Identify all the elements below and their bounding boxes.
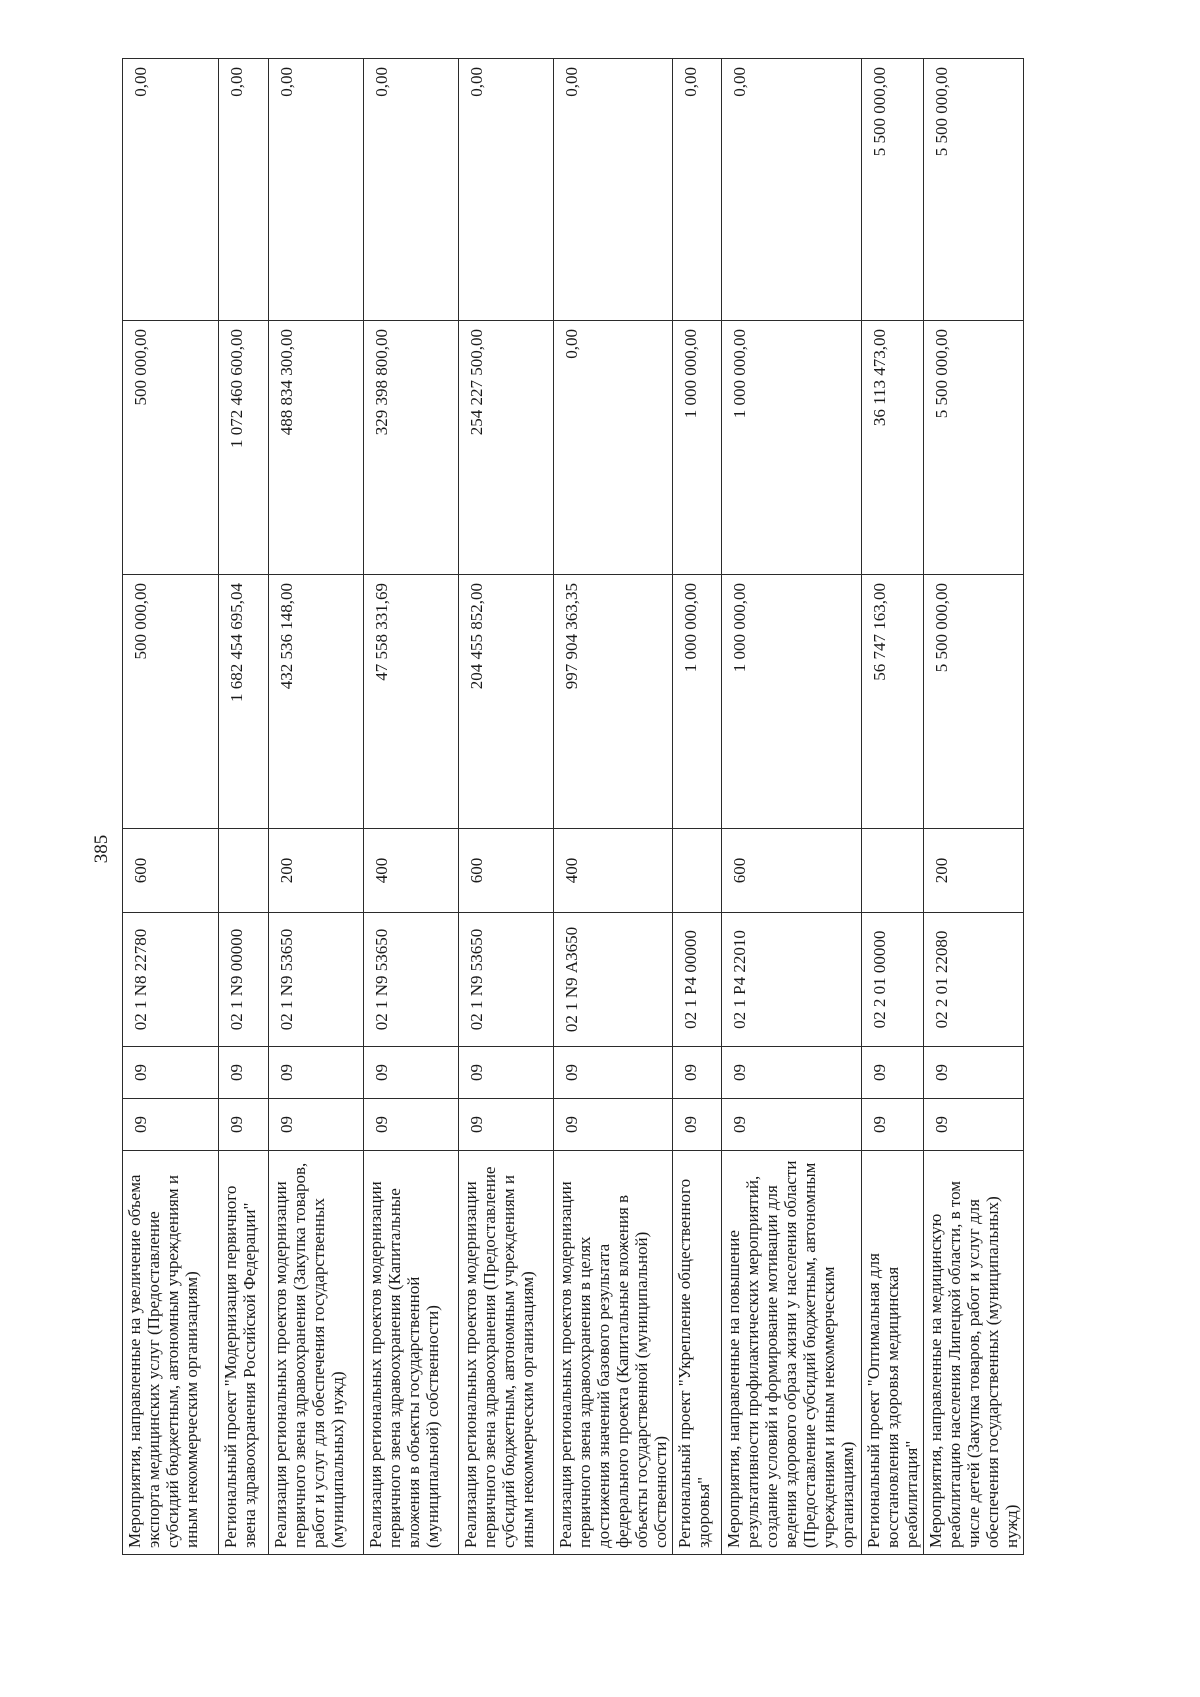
target-article-code: 02 1 P4 00000 (673, 913, 722, 1047)
amount-year-3: 0,00 (219, 59, 269, 321)
amount-year-3: 0,00 (269, 59, 364, 321)
amount-year-1: 432 536 148,00 (269, 575, 364, 829)
table-row (219, 59, 269, 1555)
amount-year-3: 0,00 (722, 59, 862, 321)
ministry-code: 09 (364, 1099, 459, 1151)
table-row (364, 59, 459, 1555)
table-body (123, 59, 1024, 1555)
table-row (459, 59, 554, 1555)
amount-year-2: 254 227 500,00 (459, 321, 554, 575)
amount-year-1: 1 000 000,00 (673, 575, 722, 829)
amount-year-1: 1 682 454 695,04 (219, 575, 269, 829)
expense-type-code: 200 (924, 829, 1024, 913)
target-article-code: 02 2 01 22080 (924, 913, 1024, 1047)
section-code: 09 (269, 1047, 364, 1099)
expense-type-code: 200 (269, 829, 364, 913)
amount-year-2: 1 000 000,00 (722, 321, 862, 575)
table-row (722, 59, 862, 1555)
amount-year-3: 0,00 (459, 59, 554, 321)
target-article-code: 02 1 N9 53650 (364, 913, 459, 1047)
row-description: Региональный проект "Оптимальная для восстановления здоровья медицинская реабилитация" (862, 1151, 924, 1555)
amount-year-1: 5 500 000,00 (924, 575, 1024, 829)
amount-year-2: 500 000,00 (123, 321, 219, 575)
table-row (554, 59, 673, 1555)
amount-year-3: 5 500 000,00 (862, 59, 924, 321)
table-row (269, 59, 364, 1555)
amount-year-2: 329 398 800,00 (364, 321, 459, 575)
page-number: 385 (91, 834, 112, 864)
budget-table-container (122, 59, 1021, 1555)
expense-type-code: 400 (364, 829, 459, 913)
expense-type-code: 400 (554, 829, 673, 913)
target-article-code: 02 1 N9 00000 (219, 913, 269, 1047)
target-article-code: 02 2 01 00000 (862, 913, 924, 1047)
row-description: Реализация региональных проектов модернизации первичного звена здравоохранения (Закупка товаров, работ и услуг для обеспечения государственных (муниципальных) нужд) (269, 1151, 364, 1555)
ministry-code: 09 (924, 1099, 1024, 1151)
table-row (862, 59, 924, 1555)
expense-type-code: 600 (123, 829, 219, 913)
expense-type-code: 600 (722, 829, 862, 913)
expense-type-code (219, 829, 269, 913)
target-article-code: 02 1 N8 22780 (123, 913, 219, 1047)
section-code: 09 (673, 1047, 722, 1099)
row-description: Мероприятия, направленные на увеличение объема экспорта медицинских услуг (Предоставление субсидий бюджетным, автономным учреждениям и иным некоммерческим организациям) (123, 1151, 219, 1555)
section-code: 09 (123, 1047, 219, 1099)
target-article-code: 02 1 P4 22010 (722, 913, 862, 1047)
ministry-code: 09 (269, 1099, 364, 1151)
table-row (924, 59, 1024, 1555)
ministry-code: 09 (722, 1099, 862, 1151)
ministry-code: 09 (554, 1099, 673, 1151)
amount-year-3: 0,00 (554, 59, 673, 321)
section-code: 09 (722, 1047, 862, 1099)
row-description: Региональный проект "Укрепление общественного здоровья" (673, 1151, 722, 1555)
section-code: 09 (554, 1047, 673, 1099)
target-article-code: 02 1 N9 А3650 (554, 913, 673, 1047)
section-code: 09 (924, 1047, 1024, 1099)
target-article-code: 02 1 N9 53650 (459, 913, 554, 1047)
target-article-code: 02 1 N9 53650 (269, 913, 364, 1047)
ministry-code: 09 (219, 1099, 269, 1151)
section-code: 09 (364, 1047, 459, 1099)
row-description: Реализация региональных проектов модернизации первичного звена здравоохранения в целях достижения значений базового результата федерального проекта (Капитальные вложения в объекты государственной (муниципальной) собственности) (554, 1151, 673, 1555)
expense-type-code (862, 829, 924, 913)
amount-year-2: 1 072 460 600,00 (219, 321, 269, 575)
amount-year-1: 997 904 363,35 (554, 575, 673, 829)
amount-year-1: 500 000,00 (123, 575, 219, 829)
amount-year-2: 488 834 300,00 (269, 321, 364, 575)
amount-year-3: 0,00 (673, 59, 722, 321)
amount-year-2: 0,00 (554, 321, 673, 575)
row-description: Мероприятия, направленные на повышение результативности профилактических мероприятий, создание условий и формирование мотивации для ведения здорового образа жизни у населения области (Предоставление субсидий бюджетным, автономным учреждениям и иным некоммерческим организациям) (722, 1151, 862, 1555)
ministry-code: 09 (862, 1099, 924, 1151)
amount-year-1: 56 747 163,00 (862, 575, 924, 829)
expense-type-code (673, 829, 722, 913)
section-code: 09 (862, 1047, 924, 1099)
row-description: Региональный проект "Модернизация первичного звена здравоохранения Российской Федерации" (219, 1151, 269, 1555)
amount-year-3: 5 500 000,00 (924, 59, 1024, 321)
row-description: Реализация региональных проектов модернизации первичного звена здравоохранения (Капитальные вложения в объекты государственной (муниципальной) собственности) (364, 1151, 459, 1555)
amount-year-1: 1 000 000,00 (722, 575, 862, 829)
ministry-code: 09 (673, 1099, 722, 1151)
amount-year-2: 1 000 000,00 (673, 321, 722, 575)
expense-type-code: 600 (459, 829, 554, 913)
ministry-code: 09 (459, 1099, 554, 1151)
amount-year-2: 36 113 473,00 (862, 321, 924, 575)
amount-year-1: 204 455 852,00 (459, 575, 554, 829)
budget-table (122, 58, 1024, 1555)
table-row (673, 59, 722, 1555)
amount-year-3: 0,00 (364, 59, 459, 321)
amount-year-2: 5 500 000,00 (924, 321, 1024, 575)
ministry-code: 09 (123, 1099, 219, 1151)
row-description: Мероприятия, направленные на медицинскую реабилитацию населения Липецкой области, в том числе детей (Закупка товаров, работ и услуг для обеспечения государственных (муниципальных) нужд) (924, 1151, 1024, 1555)
amount-year-1: 47 558 331,69 (364, 575, 459, 829)
amount-year-3: 0,00 (123, 59, 219, 321)
table-row (123, 59, 219, 1555)
section-code: 09 (459, 1047, 554, 1099)
section-code: 09 (219, 1047, 269, 1099)
row-description: Реализация региональных проектов модернизации первичного звена здравоохранения (Предоставление субсидий бюджетным, автономным учреждениям и иным некоммерческим организациям) (459, 1151, 554, 1555)
